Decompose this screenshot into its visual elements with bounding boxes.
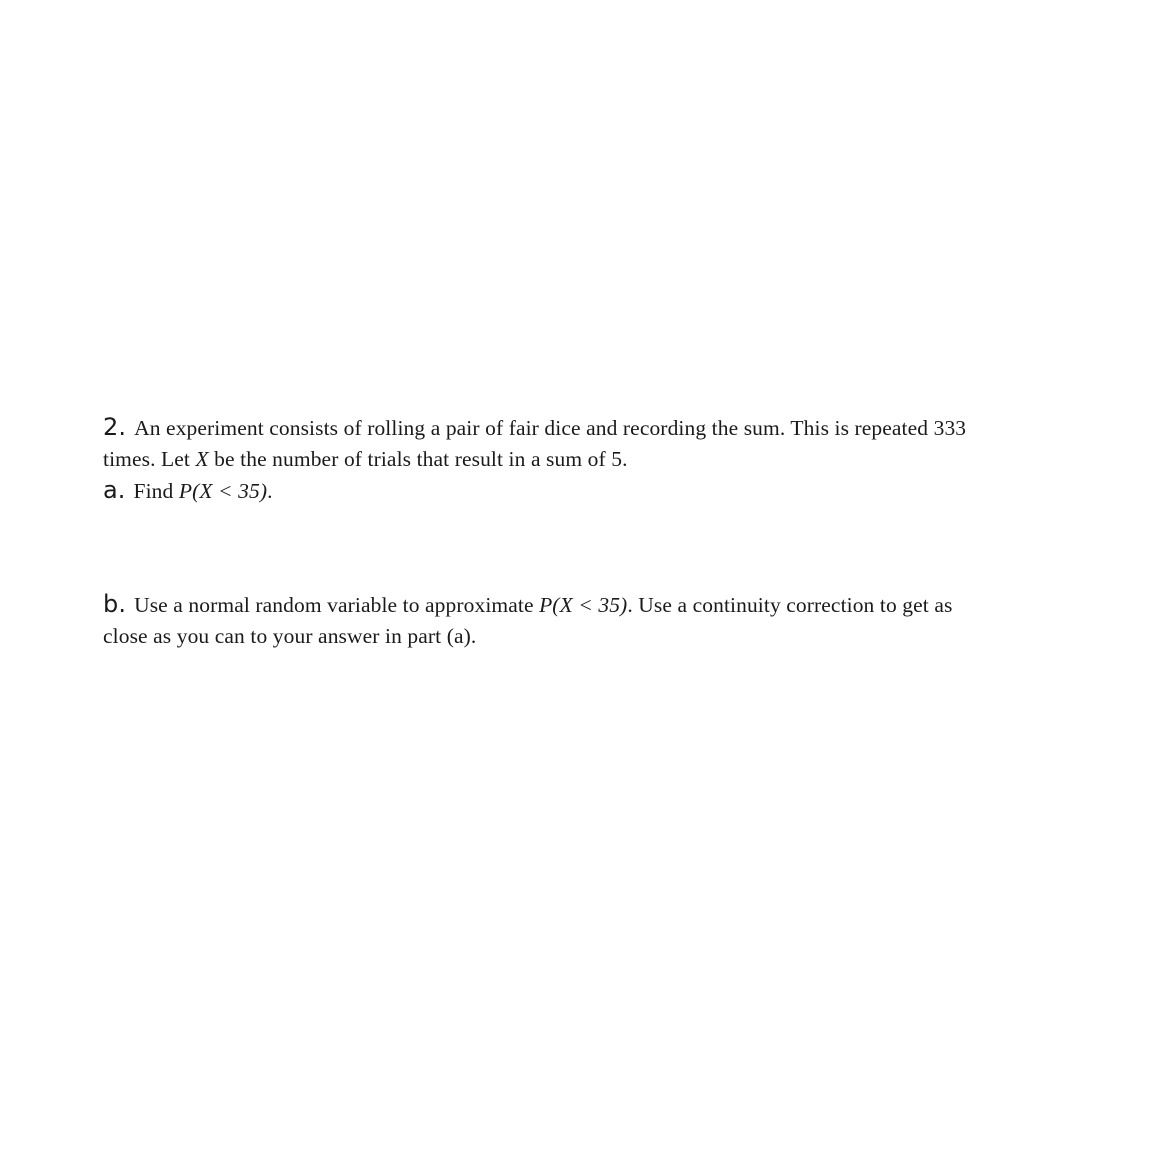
part-a-expression: P(X < 35) bbox=[178, 479, 268, 503]
part-a bbox=[103, 475, 1063, 507]
part-b bbox=[103, 589, 1063, 652]
part-b-text: Use a normal random variable to approximate bbox=[134, 593, 540, 617]
part-b-expression: P(X < 35) bbox=[539, 593, 628, 617]
part-b-text-mid: . Use a continuity correction to get as bbox=[627, 593, 953, 617]
variable-x: X bbox=[195, 447, 209, 471]
problem-number: 2. bbox=[103, 413, 127, 441]
intro-line-2-pre: times. Let bbox=[103, 447, 196, 471]
problem-intro bbox=[103, 412, 1063, 475]
part-a-end: . bbox=[267, 479, 273, 503]
part-b-line-2: close as you can to your answer in part (a). bbox=[103, 624, 477, 648]
part-a-text: Find bbox=[133, 479, 179, 503]
intro-line-1: An experiment consists of rolling a pair of fair dice and recording the sum. This is repeated 333 bbox=[134, 416, 967, 440]
intro-line-2-post: be the number of trials that result in a sum of 5. bbox=[208, 447, 628, 471]
part-a-label: a. bbox=[103, 476, 126, 504]
problem-2 bbox=[103, 412, 1063, 652]
part-b-label: b. bbox=[103, 590, 127, 618]
